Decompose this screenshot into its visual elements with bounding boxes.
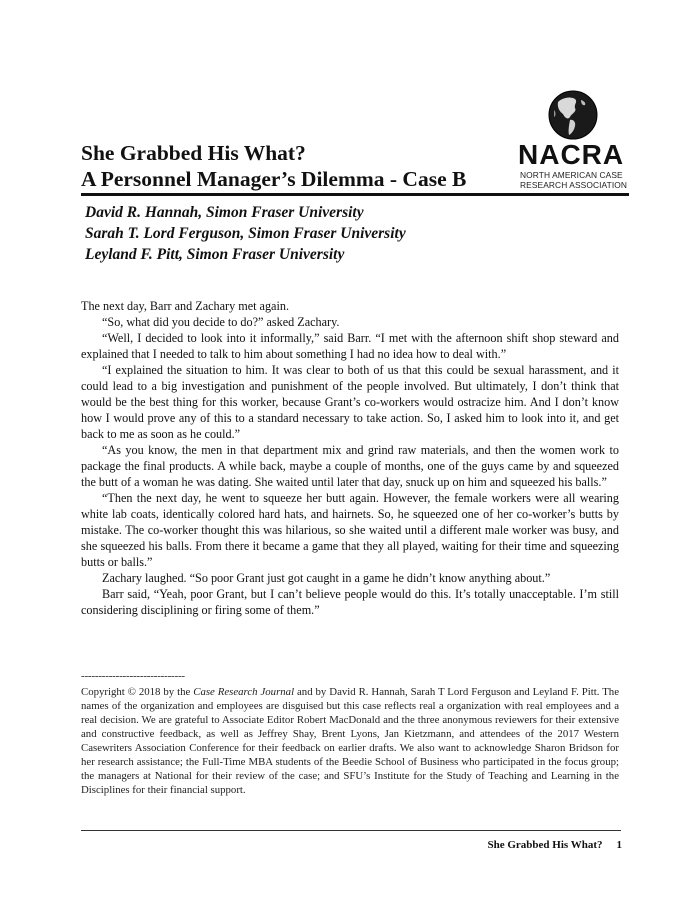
author-list xyxy=(85,202,605,265)
copyright-text-start: Copyright © 2018 by the xyxy=(81,686,194,698)
title-divider xyxy=(81,193,629,196)
paragraph: “Then the next day, he went to squeeze her butt again. However, the female workers were all wearing white lab coats, identically colored hard hats, and hairnets. So, he squeezed one of her co-worker’s butts by mistake. The co-worker thought this was hilarious, so she waited until a different male worker was busy, and she squeezed his balls. From there it became a game that they all played, waiting for their time and squeezing butts or balls.” xyxy=(81,491,619,569)
title-line-1: She Grabbed His What? xyxy=(81,141,306,165)
logo-wordmark: NACRA xyxy=(518,139,625,170)
nacra-logo xyxy=(514,90,634,192)
paragraph: The next day, Barr and Zachary met again. xyxy=(81,299,289,313)
page-number: 1 xyxy=(616,839,622,851)
page-footer xyxy=(487,838,622,852)
logo-subtitle-line-2: RESEARCH ASSOCIATION xyxy=(520,180,628,190)
paragraph: “Well, I decided to look into it informally,” said Barr. “I met with the afternoon shift shop steward and explained that I needed to talk to him about something I had no idea how to deal with.” xyxy=(81,331,619,361)
author-line: Sarah T. Lord Ferguson, Simon Fraser University xyxy=(85,225,406,242)
logo-subtitle xyxy=(520,170,632,190)
paragraph: “I explained the situation to him. It was clear to both of us that this could be sexual harassment, and it could lead to a big investigation and punishment of the people involved. But ultimately, I don’t think that would be the best thing for this worker, because Grant’s co-workers would ostracize him. And I don’t know how I would prove any of this to a standard necessary to take action. So, I asked him to look into it, and get back to me as soon as he could.” xyxy=(81,363,619,441)
paragraph: “So, what did you decide to do?” asked Zachary. xyxy=(102,315,340,329)
paragraph: “As you know, the men in that department mix and grind raw materials, and then the women work to package the final products. A while back, maybe a couple of months, one of the guys came by and squeezed the butt of a woman he was dating. She waited until later that day, snuck up on him and squeezed his balls.” xyxy=(81,443,619,489)
author-line: Leyland F. Pitt, Simon Fraser University xyxy=(85,246,345,263)
journal-name: Case Research Journal xyxy=(193,686,295,698)
case-body xyxy=(81,298,619,618)
footer-divider xyxy=(81,830,621,831)
footnote-separator: ------------------------------ xyxy=(81,670,185,682)
title-line-2: A Personnel Manager’s Dilemma - Case B xyxy=(81,167,467,191)
copyright-text-rest: and by David R. Hannah, Sarah T Lord Ferguson and Leyland F. Pitt. The names of the organization and employees are disguised but this case reflects real a organization with real employees and a real decision. We are grateful to Associate Editor Robert MacDonald and the three anonymous reviewers for their extensive and constructive feedback, as well as Jeffrey Shay, Brent Lyons, Jan Kietzmann, and attendees of the 2017 Western Casewriters Association Conference for their feedback on earlier drafts. We also want to acknowledge Sharon Bridson for her research assistance; the Full-Time MBA students of the Beedie School of Business who participated in the focus group; the managers at National for their review of the case; and SFU’s Institute for the Study of Teaching and Learning in the Disciplines for their financial support. xyxy=(81,686,619,796)
running-title: She Grabbed His What? xyxy=(487,839,603,851)
case-title xyxy=(81,140,511,192)
paragraph: Zachary laughed. “So poor Grant just got caught in a game he didn’t know anything about.” xyxy=(102,571,551,585)
author-line: David R. Hannah, Simon Fraser University xyxy=(85,204,364,221)
copyright-note xyxy=(81,685,619,797)
globe-icon xyxy=(548,90,598,140)
paragraph: Barr said, “Yeah, poor Grant, but I can’t believe people would do this. It’s totally unacceptable. I’m still considering disciplining or firing some of them.” xyxy=(81,587,619,617)
logo-subtitle-line-1: NORTH AMERICAN CASE xyxy=(520,170,623,180)
